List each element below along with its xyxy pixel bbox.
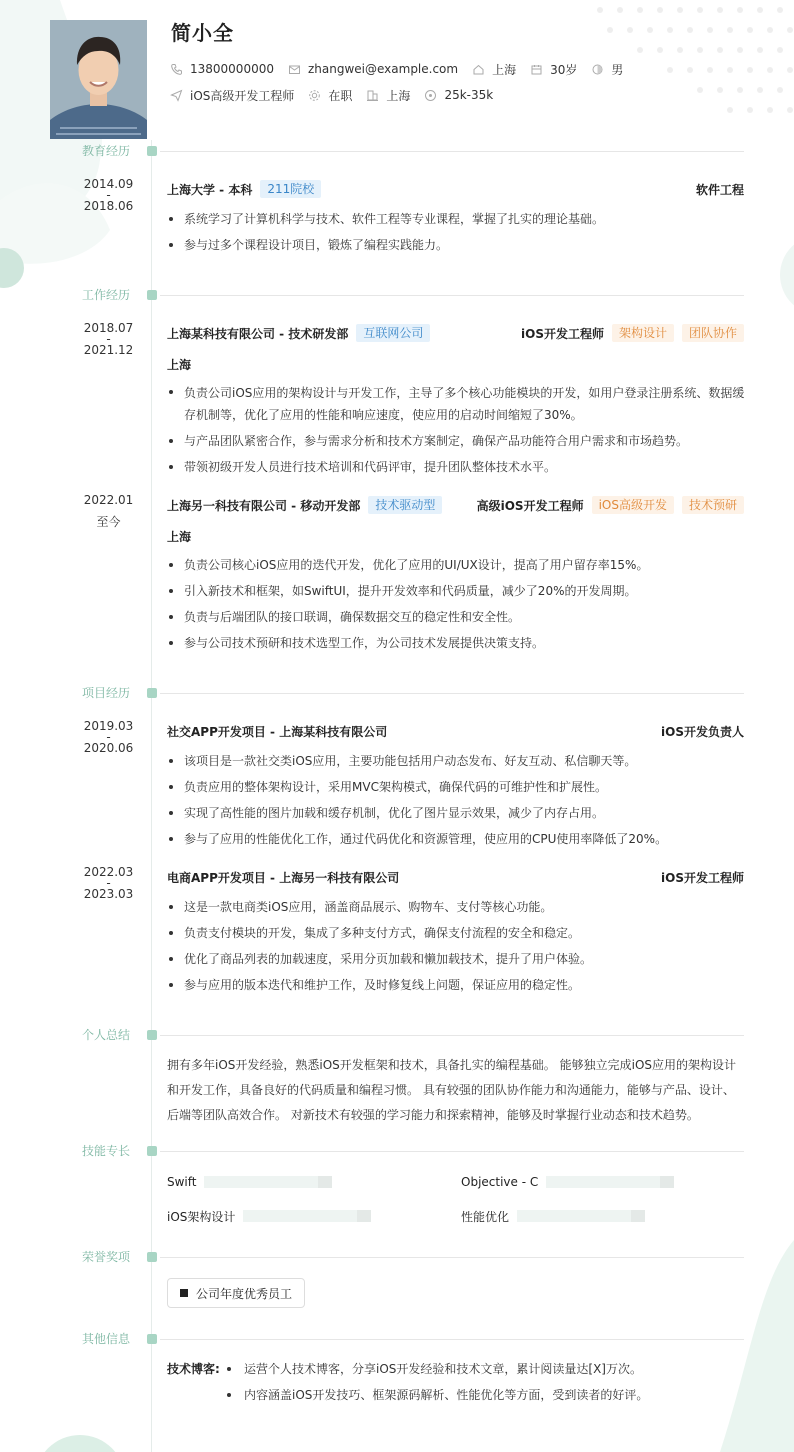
other-bullets	[226, 1356, 746, 1408]
email-address: zhangwei@example.com	[307, 62, 459, 76]
company-name: 上海某科技有限公司 - 技术研发部	[167, 326, 349, 341]
section-title-education: 教育经历	[82, 144, 131, 158]
target-position-item	[170, 87, 294, 104]
project-bullets	[167, 748, 747, 852]
age-item	[530, 61, 577, 78]
skill-tag: 技术预研	[682, 496, 744, 514]
work-bullets	[167, 552, 747, 656]
gender-text: 男	[611, 62, 624, 77]
send-icon	[170, 89, 183, 102]
work-date	[80, 493, 137, 529]
project-title: 电商APP开发项目 - 上海另一科技有限公司	[167, 870, 400, 885]
project-date	[80, 719, 137, 755]
target-position-text: iOS高级开发工程师	[190, 88, 295, 103]
section-dot	[147, 1146, 157, 1156]
list-item: 负责与后端团队的接口联调，确保数据交互的稳定性和安全性。	[167, 604, 747, 630]
date-start: 2019.03	[83, 719, 134, 733]
status-item	[308, 87, 352, 104]
company-name: 上海另一科技有限公司 - 移动开发部	[167, 498, 361, 513]
status-text: 在职	[328, 88, 353, 103]
phone-number: 13800000000	[190, 62, 274, 76]
project-role: iOS开发负责人	[661, 724, 744, 739]
award-badge	[167, 1278, 305, 1308]
education-date	[80, 177, 137, 213]
skill-item	[461, 1208, 645, 1224]
candidate-name: 简小全	[171, 21, 234, 45]
summary-text: 拥有多年iOS开发经验，熟悉iOS开发框架和技术，具备扎实的编程基础。 能够独立完成iOS应用的架构设计和开发工作，具备良好的代码质量和编程习惯。 具有较强的团队协作能力和沟通能力，能够与产品、设计、后端等团队高效合作。 对新技术有较强的学习能力和探索精神，能够及时掌握行业动态和技术趋势。	[167, 1058, 737, 1122]
section-divider	[160, 1035, 744, 1036]
skill-item	[167, 1174, 332, 1190]
phone-icon	[170, 63, 183, 76]
section-title-work: 工作经历	[82, 288, 131, 302]
location-text: 上海	[492, 62, 517, 77]
education-header	[167, 179, 744, 199]
section-dot	[147, 688, 157, 698]
date-end: 至今	[96, 515, 121, 529]
school-name: 上海大学 - 本科	[167, 182, 253, 197]
project-header	[167, 721, 744, 741]
date-dash: -	[106, 188, 111, 202]
job-intent-row	[170, 86, 507, 104]
list-item: 引入新技术和框架，如SwiftUI，提升开发效率和代码质量，减少了20%的开发周期。	[167, 578, 747, 604]
list-item: 负责公司核心iOS应用的迭代开发，优化了应用的UI/UX设计，提高了用户留存率15%。	[167, 552, 747, 578]
section-dot	[147, 1252, 157, 1262]
list-item: 参与应用的版本迭代和维护工作，及时修复线上问题，保证应用的稳定性。	[167, 972, 747, 998]
age-text: 30岁	[550, 62, 578, 77]
target-city-text: 上海	[386, 88, 411, 103]
date-end: 2018.06	[83, 199, 134, 213]
date-dash: -	[106, 876, 111, 890]
date-end: 2023.03	[83, 887, 134, 901]
section-title-other: 其他信息	[82, 1332, 131, 1346]
date-end: 2020.06	[83, 741, 134, 755]
job-role: 高级iOS开发工程师	[476, 498, 584, 513]
work-city: 上海	[167, 358, 192, 372]
job-role: iOS开发工程师	[521, 326, 604, 341]
work-header	[167, 495, 744, 515]
list-item: 负责应用的整体架构设计，采用MVC架构模式，确保代码的可维护性和扩展性。	[167, 774, 747, 800]
skill-name: 性能优化	[461, 1209, 510, 1224]
skill-name: iOS架构设计	[167, 1209, 236, 1224]
major: 软件工程	[695, 182, 744, 197]
section-title-summary: 个人总结	[82, 1028, 131, 1042]
home-icon	[472, 63, 485, 76]
list-item: 系统学习了计算机科学与技术、软件工程等专业课程，掌握了扎实的理论基础。	[167, 206, 747, 232]
skill-level-bar	[243, 1210, 371, 1222]
skill-name: Swift	[167, 1175, 197, 1189]
date-dash: -	[106, 730, 111, 744]
work-header	[167, 323, 744, 343]
list-item: 参与了应用的性能优化工作，通过代码优化和资源管理，使应用的CPU使用率降低了20%。	[167, 826, 747, 852]
section-dot	[147, 1030, 157, 1040]
target-city-item	[366, 87, 410, 104]
project-date	[80, 865, 137, 901]
project-bullets	[167, 894, 747, 998]
list-item: 负责支付模块的开发，集成了多种支付方式，确保支付流程的安全和稳定。	[167, 920, 747, 946]
skill-tag: iOS高级开发	[592, 496, 674, 514]
list-item: 与产品团队紧密合作，参与需求分析和技术方案制定，确保产品功能符合用户需求和市场趋势。	[167, 428, 747, 454]
list-item: 该项目是一款社交类iOS应用，主要功能包括用户动态发布、好友互动、私信聊天等。	[167, 748, 747, 774]
company-tag: 技术驱动型	[368, 496, 442, 514]
avatar-portrait-image	[50, 20, 147, 139]
salary-text: 25k-35k	[444, 88, 494, 102]
date-start: 2018.07	[83, 321, 134, 335]
skill-level-bar	[517, 1210, 645, 1222]
section-dot	[147, 1334, 157, 1344]
section-divider	[160, 693, 744, 694]
gender-icon	[591, 63, 604, 76]
skill-level-bar	[204, 1176, 332, 1188]
section-title-awards: 荣誉奖项	[82, 1250, 131, 1264]
list-item: 这是一款电商类iOS应用，涵盖商品展示、购物车、支付等核心功能。	[167, 894, 747, 920]
skill-name: Objective - C	[461, 1175, 539, 1189]
section-title-skills: 技能专长	[82, 1144, 131, 1158]
date-dash: -	[106, 332, 111, 346]
list-item: 负责公司iOS应用的架构设计与开发工作，主导了多个核心功能模块的开发，如用户登录注册系统、数据缓存机制等，优化了应用的性能和响应速度，使应用的启动时间缩短了30%。	[167, 380, 747, 428]
contact-row	[170, 60, 637, 78]
date-start: 2022.01	[83, 493, 134, 507]
section-dot	[147, 146, 157, 156]
avatar	[50, 20, 147, 139]
section-divider	[160, 151, 744, 152]
skill-item	[167, 1208, 371, 1224]
section-divider	[160, 295, 744, 296]
building-icon	[366, 89, 379, 102]
section-title-projects: 项目经历	[82, 686, 131, 700]
salary-item	[424, 88, 493, 102]
phone-item[interactable]	[170, 62, 274, 76]
section-divider	[160, 1151, 744, 1152]
section-dot	[147, 290, 157, 300]
date-start: 2014.09	[83, 177, 134, 191]
list-item: 运营个人技术博客，分享iOS开发经验和技术文章，累计阅读量达[X]万次。	[226, 1356, 746, 1382]
other-label: 技术博客:	[167, 1362, 220, 1376]
project-title: 社交APP开发项目 - 上海某科技有限公司	[167, 724, 388, 739]
money-icon	[424, 89, 437, 102]
list-item: 参与公司技术预研和技术选型工作，为公司技术发展提供决策支持。	[167, 630, 747, 656]
skill-level-bar	[546, 1176, 674, 1188]
project-role: iOS开发工程师	[661, 870, 744, 885]
education-bullets	[167, 206, 747, 258]
award-name: 公司年度优秀员工	[196, 1286, 293, 1301]
company-tag: 互联网公司	[356, 324, 430, 342]
status-icon	[308, 89, 321, 102]
project-header	[167, 867, 744, 887]
location-item	[472, 61, 516, 78]
list-item: 内容涵盖iOS开发技巧、框架源码解析、性能优化等方面，受到读者的好评。	[226, 1382, 746, 1408]
work-bullets	[167, 380, 747, 480]
skill-tag: 团队协作	[682, 324, 744, 342]
list-item: 带领初级开发人员进行技术培训和代码评审，提升团队整体技术水平。	[167, 454, 747, 480]
date-start: 2022.03	[83, 865, 134, 879]
list-item: 参与过多个课程设计项目，锻炼了编程实践能力。	[167, 232, 747, 258]
section-divider	[160, 1339, 744, 1340]
mail-icon	[288, 63, 301, 76]
section-divider	[160, 1257, 744, 1258]
skill-tag: 架构设计	[612, 324, 674, 342]
gender-item	[591, 61, 623, 78]
work-city: 上海	[167, 530, 192, 544]
award-marker-icon	[180, 1289, 188, 1297]
list-item: 实现了高性能的图片加载和缓存机制，优化了图片显示效果，减少了内存占用。	[167, 800, 747, 826]
skill-item	[461, 1174, 674, 1190]
email-item[interactable]	[288, 62, 458, 76]
date-end: 2021.12	[83, 343, 134, 357]
work-date	[80, 321, 137, 357]
list-item: 优化了商品列表的加载速度，采用分页加载和懒加载技术，提升了用户体验。	[167, 946, 747, 972]
calendar-icon	[530, 63, 543, 76]
school-tag: 211院校	[260, 180, 321, 198]
